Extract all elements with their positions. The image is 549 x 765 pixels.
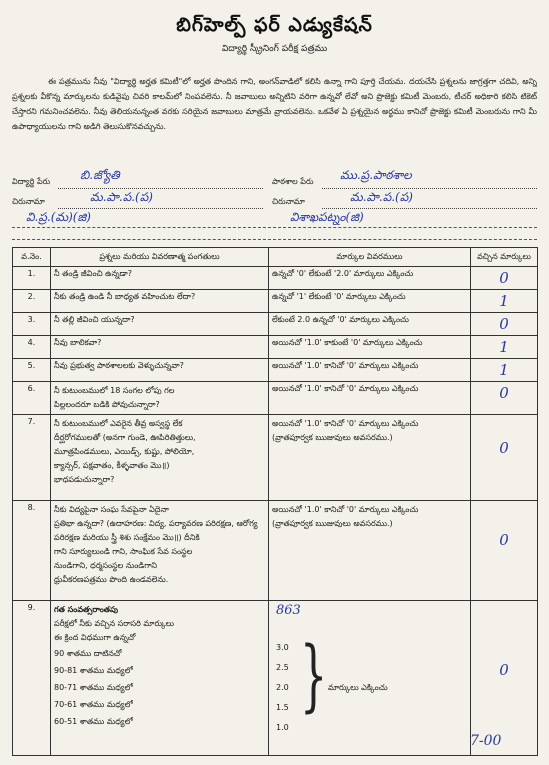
scale-value: 2.5 bbox=[276, 663, 289, 672]
header-awarded: వచ్చిన మార్కులు bbox=[471, 248, 538, 267]
scale-value: 1.5 bbox=[276, 703, 289, 712]
question-line: గాని సూర్యులుండి గాని, సాంఘిక సేవ సంస్థల bbox=[54, 547, 193, 556]
question-line: గత సంవత్సరాంతపు bbox=[54, 605, 119, 614]
school-name-line bbox=[322, 188, 537, 189]
awarded-value: 0 bbox=[499, 531, 509, 549]
row-question: నీ తల్లి జీవించి యున్నదా? bbox=[51, 313, 269, 336]
awarded-value: 0 bbox=[499, 269, 509, 287]
table-row bbox=[13, 501, 538, 601]
row-awarded[interactable] bbox=[471, 501, 538, 601]
scale-label: మార్కులు ఎక్కించు bbox=[328, 683, 388, 692]
row-number: 9. bbox=[13, 601, 51, 756]
awarded-value: 0 bbox=[499, 384, 509, 402]
row-number: 6. bbox=[13, 382, 51, 415]
table-row bbox=[13, 267, 538, 290]
address2-value[interactable]: మ.పా.ప.(ప) bbox=[350, 190, 413, 204]
row-number: 4. bbox=[13, 336, 51, 359]
row-awarded[interactable] bbox=[471, 359, 538, 382]
address2-label: చిరునామా bbox=[272, 197, 305, 206]
question-line: 80-71 శాతము మధ్యలో bbox=[54, 683, 133, 692]
awarded-value: 0 bbox=[499, 315, 509, 333]
table-header-row bbox=[13, 248, 538, 267]
row-question bbox=[51, 382, 269, 415]
percent-value[interactable]: 863 bbox=[276, 603, 301, 618]
table-row bbox=[13, 290, 538, 313]
extra-right-value[interactable]: విశాఖపట్నం(జి) bbox=[290, 210, 364, 224]
address2-line bbox=[322, 208, 537, 209]
question-line: నీకు విద్యపైనా సంఘ సేవపైనా ఏదైనా bbox=[54, 505, 169, 514]
table-row bbox=[13, 601, 538, 756]
form-title: బిగ్‌హెల్ప్ ఫర్ ఎడ్యుకేషన్ bbox=[176, 14, 373, 36]
question-line: నీ కుటుంబములో ఎవరైన తీవ్ర అస్వస్థ లేక bbox=[54, 419, 183, 428]
address-label: చిరునామా bbox=[12, 197, 45, 206]
row-awarded[interactable] bbox=[471, 267, 538, 290]
brace-icon: } bbox=[300, 631, 328, 721]
row-awarded[interactable] bbox=[471, 415, 538, 501]
row-awarded[interactable] bbox=[471, 382, 538, 415]
table-row bbox=[13, 336, 538, 359]
awarded-value: 0 bbox=[499, 439, 509, 457]
separator-dashed-1 bbox=[12, 227, 537, 228]
table-row bbox=[13, 313, 538, 336]
row-marks: ఉన్నచో '0' లేకుంటే '2.0' మార్కులు ఎక్కించు bbox=[269, 267, 471, 290]
row-question bbox=[51, 601, 269, 756]
question-line: నుండిగాని, ధర్మసంస్థల నుండిగాని bbox=[54, 561, 157, 570]
form-subtitle: విద్యార్థి స్క్రీనింగ్ పరీక్ష పత్రము bbox=[221, 44, 328, 54]
question-line: పరిరక్షణ మరియు స్త్రీ శిశు సంక్షేమం మొ॥) దీనికి bbox=[54, 533, 200, 542]
awarded-value: 0 bbox=[499, 661, 509, 679]
header-serial: వ.నెం. bbox=[13, 248, 51, 267]
question-line: ఈ క్రింద విధముగా ఉన్నచో bbox=[54, 633, 136, 642]
awarded-value: 1 bbox=[499, 361, 509, 379]
question-line: 70-61 శాతము మధ్యలో bbox=[54, 700, 133, 709]
row-awarded[interactable] bbox=[471, 336, 538, 359]
marks-line: అయినచో '1.0' కానిచో '0' మార్కులు ఎక్కించు bbox=[272, 505, 419, 514]
row-marks: అయినచో '1.0' కానిచో '0' మార్కులు ఎక్కించు bbox=[269, 382, 471, 415]
header-questions: ప్రశ్నలు మరియు వివరణాత్మ పంగతులు bbox=[51, 248, 269, 267]
table-row bbox=[13, 382, 538, 415]
row-number: 8. bbox=[13, 501, 51, 601]
question-line: భాధపడుచున్నారా? bbox=[54, 475, 115, 484]
row-number: 1. bbox=[13, 267, 51, 290]
row-awarded[interactable] bbox=[471, 313, 538, 336]
scale-value: 3.0 bbox=[276, 643, 289, 652]
student-name-line bbox=[58, 188, 263, 189]
marks-line: (వ్రాతపూర్వక ఋజువులు అవసరము.) bbox=[272, 433, 393, 442]
row-marks: లేకుంటే 2.0 ఉన్నచో '0' మార్కులు ఎక్కించు bbox=[269, 313, 471, 336]
marks-scale bbox=[272, 603, 467, 753]
header-marks-details: మార్కుల వివరములు bbox=[269, 248, 471, 267]
instructions-paragraph: ఈ పత్రమును నీవు "విద్యార్థి అర్హత కమిటీ"లో అర్హత పొందిన గాని, అంగన్‌వాడిలో కలిసి ఉన్నా గాని పూర్తి చేయమ. దయచేసి ప్రశ్నలను జాగ్రత్తగా చదివి, అన్ని ప్రశ్నలకు వీకొన్న మార్కులను కుడివైపు చివరి కాలమ్‌లో నింపవలెను. నీ జవాబులు అన్నిటిని వరిగా ఉన్నవో లేవో అని ప్రొజెక్టు కమిటీ మెంబరు, టీచర్ అధికారి కలిసి టికెట్ చేస్తారని గమనించవలెను. నీవు తెలియనున్నంత వరకు సరియైన జవాబులు మాత్రమే వ్రాయవలెను. ఒకవేళ ఏ ప్రశ్నయైన అర్థము కానిచో ప్రొజెక్టు కమిటీ మెంబరును గాని మీ ఉపాధ్యాయులను గాని అడిగి తెలుసుకొనవచ్చును. bbox=[12, 77, 537, 131]
row-marks bbox=[269, 501, 471, 601]
row-number: 7. bbox=[13, 415, 51, 501]
question-line: క్యాన్సర్, పక్షవాతం, కీళ్ళవాతం మొ॥) bbox=[54, 461, 170, 470]
row-marks: అయినచో '1.0' కాకుంటే '0' మార్కులు ఎక్కించు bbox=[269, 336, 471, 359]
row-question bbox=[51, 501, 269, 601]
student-name-label: విద్యార్థి పేరు bbox=[12, 177, 51, 186]
student-name-value[interactable]: బి.జ్యోతి bbox=[80, 168, 120, 182]
table-row bbox=[13, 415, 538, 501]
row-question: నీవు ప్రభుత్వ పాఠశాలలకు వెళ్ళుచున్నవా? bbox=[51, 359, 269, 382]
total-marks[interactable]: 7-00 bbox=[470, 733, 502, 749]
separator-dashed-2 bbox=[12, 239, 537, 240]
awarded-value: 1 bbox=[499, 292, 509, 310]
row-number: 2. bbox=[13, 290, 51, 313]
scale-value: 1.0 bbox=[276, 723, 289, 732]
row-question bbox=[51, 415, 269, 501]
question-line: 90 శాతము దాటినచో bbox=[54, 649, 122, 658]
row-number: 5. bbox=[13, 359, 51, 382]
question-line: 60-51 శాతము మధ్యలో bbox=[54, 717, 133, 726]
screening-table bbox=[12, 247, 538, 756]
row-question: నీవు బాలికవా? bbox=[51, 336, 269, 359]
question-line: మూత్రపిండములు, ఎయిడ్స్, కుష్టు, పోలియో, bbox=[54, 447, 195, 456]
table-row bbox=[13, 359, 538, 382]
extra-left-value[interactable]: వి.ప్ర.(మ)(జి) bbox=[26, 210, 91, 224]
question-line: పిల్లలందరూ బడికి పోవుచున్నారా? bbox=[54, 400, 160, 409]
awarded-value: 1 bbox=[499, 338, 509, 356]
question-line: ప్రతిభా ఉన్నదా? (ఉదాహరణ: విద్య, పర్యావరణ పరిరక్షణ, ఆరోగ్య bbox=[54, 519, 258, 528]
row-marks bbox=[269, 601, 471, 756]
marks-line: (వ్రాతపూర్వక ఋజువులు అవసరము.) bbox=[272, 519, 393, 528]
address-line bbox=[58, 208, 263, 209]
row-marks: ఉన్నచో '1' లేకుంటే '0' మార్కులు ఎక్కించు bbox=[269, 290, 471, 313]
scale-value: 2.0 bbox=[276, 683, 289, 692]
question-line: నీ కుటుంబములో 18 సంగల లోపు గల bbox=[54, 386, 175, 395]
row-marks bbox=[269, 415, 471, 501]
row-number: 3. bbox=[13, 313, 51, 336]
row-question: నీకు తండ్రి ఉండి నీ బాధ్యత వహించుట లేదా? bbox=[51, 290, 269, 313]
question-line: 90-81 శాతము మధ్యలో bbox=[54, 666, 133, 675]
question-line: దీర్ఘరోగములతో (అనగా గుండె, ఊపిరితిత్తులు, bbox=[54, 433, 196, 442]
school-name-value[interactable]: ము.ప్ర.పాఠశాల bbox=[340, 168, 412, 182]
question-line: ధ్రువీకరణపత్రము పొంది ఉండవలెను. bbox=[54, 575, 169, 584]
question-line: పరీక్షలో నీకు వచ్చిన సరాసరి మార్కులు bbox=[54, 619, 175, 628]
school-name-label: పాఠశాల పేరు bbox=[272, 177, 314, 186]
marks-line: అయినచో '1.0' కానిచో '0' మార్కులు ఎక్కించు bbox=[272, 419, 419, 428]
row-awarded[interactable] bbox=[471, 290, 538, 313]
row-question: నీ తండ్రి జీవించి ఉన్నడా? bbox=[51, 267, 269, 290]
row-marks: అయినచో '1.0' కానిచో '0' మార్కులు ఎక్కించు bbox=[269, 359, 471, 382]
address-value[interactable]: మ.పా.ప.(ప) bbox=[90, 190, 153, 204]
